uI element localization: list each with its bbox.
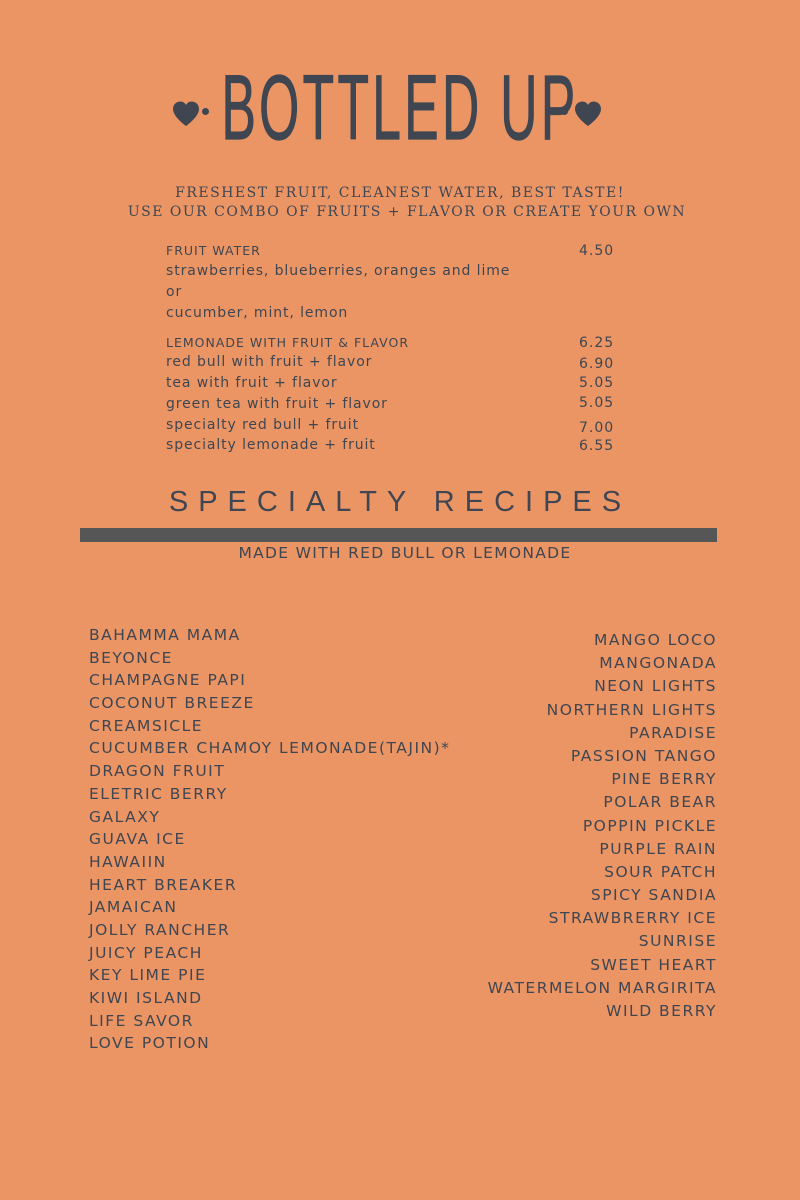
recipe-item: MANGO LOCO: [593, 631, 717, 649]
recipe-item: KEY LIME PIE: [89, 966, 207, 985]
menu-item-price: 6.25: [579, 335, 615, 351]
recipe-item: PURPLE RAIN: [599, 839, 717, 858]
menu-item: specialty red bull + fruit: [166, 417, 359, 433]
specialty-subtitle: MADE WITH RED BULL OR LEMONADE: [238, 544, 572, 562]
recipe-item: WATERMELON MARGIRITA: [487, 978, 717, 997]
recipe-item: MANGONADA: [599, 654, 717, 673]
recipe-item: HAWAIIN: [89, 852, 167, 871]
fruit-water-or: or: [166, 284, 183, 300]
recipe-item: SWEET HEART: [590, 955, 717, 974]
recipe-item: SUNRISE: [638, 932, 717, 951]
recipe-item: POLAR BEAR: [603, 793, 717, 812]
recipe-item: JOLLY RANCHER: [89, 920, 231, 939]
fruit-water-line-1: strawberries, blueberries, oranges and lime: [166, 263, 511, 279]
recipe-item: HEART BREAKER: [89, 875, 238, 894]
fruit-water-line-2: cucumber, mint, lemon: [166, 305, 349, 321]
menu-item: tea with fruit + flavor: [166, 375, 338, 391]
recipe-item: KIWI ISLAND: [89, 989, 203, 1007]
recipe-item: BEYONCE: [89, 648, 173, 667]
recipe-item: COCONUT BREEZE: [89, 694, 255, 713]
menu-item-price: 5.05: [579, 395, 615, 411]
menu-item-price: 5.05: [579, 375, 615, 391]
tagline-2: USE OUR COMBO OF FRUITS + FLAVOR OR CREATE YOUR OWN: [127, 204, 687, 220]
recipe-item: NEON LIGHTS: [594, 677, 717, 696]
recipe-item: ELETRIC BERRY: [89, 784, 228, 803]
recipe-item: POPPIN PICKLE: [582, 816, 717, 835]
recipe-item: SOUR PATCH: [604, 862, 717, 881]
recipe-item: LIFE SAVOR: [89, 1011, 194, 1030]
specialty-title: SPECIALTY RECIPES: [168, 486, 632, 518]
fruit-water-label: FRUIT WATER: [166, 243, 261, 258]
tagline-1: FRESHEST FRUIT, CLEANEST WATER, BEST TASTE!: [175, 185, 625, 201]
menu-item-price: 6.90: [579, 356, 615, 372]
recipe-item: GALAXY: [89, 807, 161, 826]
recipe-item: BAHAMMA MAMA: [89, 626, 241, 644]
menu-item: specialty lemonade + fruit: [166, 437, 376, 453]
recipe-item: CUCUMBER CHAMOY LEMONADE(TAJIN)*: [89, 739, 451, 758]
menu-item-price: 6.55: [579, 438, 615, 454]
page-title: BOTTLED UP: [221, 57, 579, 159]
recipe-list-left: [89, 624, 450, 1055]
menu-item-price: 7.00: [579, 420, 615, 436]
recipe-item: WILD BERRY: [606, 1002, 717, 1020]
recipe-item: LOVE POTION: [89, 1034, 211, 1053]
menu-item: red bull with fruit + flavor: [166, 354, 373, 370]
recipe-item: PINE BERRY: [611, 770, 717, 789]
recipe-list-right: [488, 629, 717, 1023]
menu-item: LEMONADE WITH FRUIT & FLAVOR: [166, 335, 410, 350]
recipe-item: PASSION TANGO: [570, 746, 717, 765]
recipe-item: DRAGON FRUIT: [89, 762, 226, 781]
recipe-item: PARADISE: [629, 723, 717, 742]
menu-item: green tea with fruit + flavor: [166, 396, 388, 412]
recipe-item: CREAMSICLE: [89, 716, 204, 735]
recipe-item: GUAVA ICE: [89, 830, 186, 849]
recipe-item: SPICY SANDIA: [590, 886, 717, 905]
recipe-item: JAMAICAN: [89, 898, 178, 917]
recipe-item: NORTHERN LIGHTS: [546, 700, 717, 719]
recipe-item: JUICY PEACH: [89, 943, 203, 962]
recipe-item: CHAMPAGNE PAPI: [89, 671, 247, 690]
divider-bar: [80, 528, 717, 542]
recipe-item: STRAWBRERRY ICE: [548, 909, 717, 928]
fruit-water-price: 4.50: [579, 243, 615, 259]
